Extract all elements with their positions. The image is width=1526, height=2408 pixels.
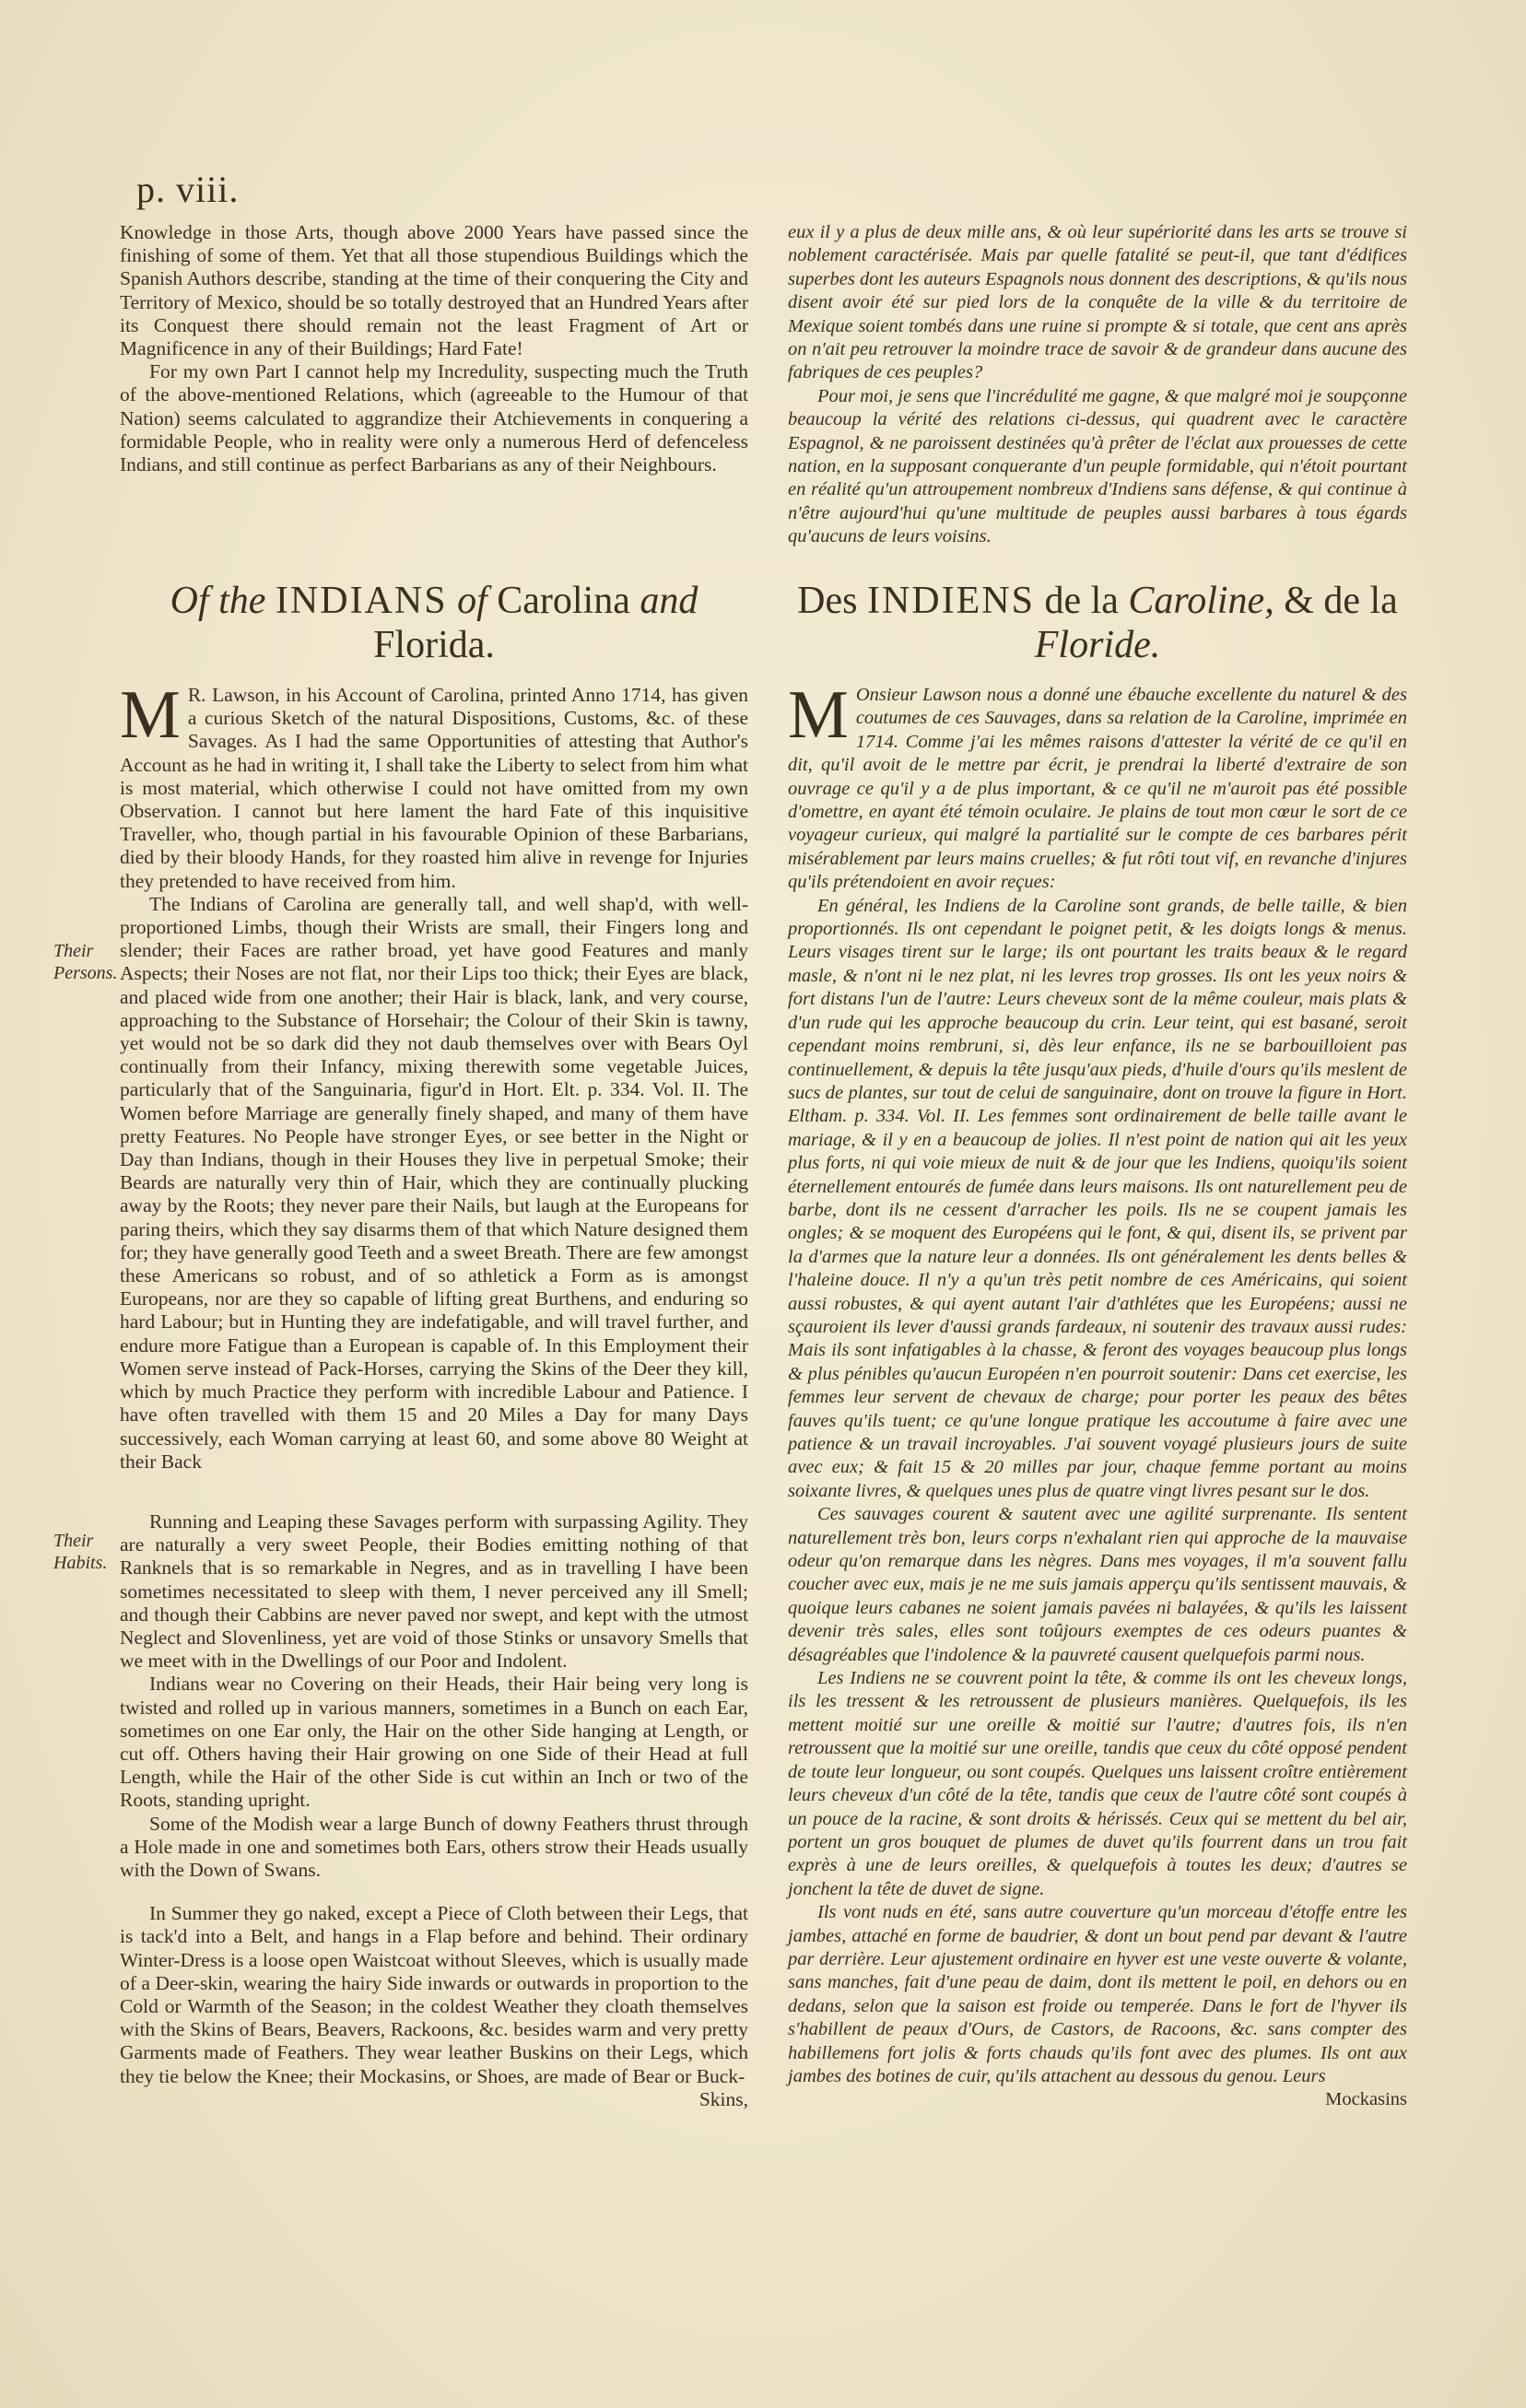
french-section-title: Des INDIENS de la Caroline, & de la Floride. xyxy=(797,580,1398,666)
english-top-paragraph-2: For my own Part I cannot help my Incredulity, suspecting much the Truth of the above-mentioned Relations, which (agreeable to the Humour of that Nation) seems calculated to aggrandize their Atchievements in conquering a formidable People, who in reality were only a numerous Herd of defenceless Indians, and still continue as perfect Barbarians as any of their Neighbours. xyxy=(120,360,748,476)
english-paragraph-4: Indians wear no Covering on their Heads, their Hair being very long is twisted and rolled up in various manners, sometimes in a Bunch on each Ear, sometimes on one Ear only, the Hair on the other Side hanging at Length, or cut off. Others having their Hair growing on one Side of their Head at full Length, while the Hair of the other Side is cut within an Inch or two of the Roots, standing upright. xyxy=(120,1673,748,1812)
english-catchword: Skins, xyxy=(698,2087,748,2110)
margin-note-persons: Their Persons. xyxy=(53,941,118,983)
french-body xyxy=(788,677,1407,2112)
drop-cap: M xyxy=(120,677,181,753)
english-paragraph-2: The Indians of Carolina are generally tall, and well shap'd, with well-proportioned Limbs, though their Wrists are small, their Fingers long and slender; their Faces are rather broad, yet have good Features and manly Aspects; their Noses are not flat, nor their Lips too thick; their Eyes are black, and placed wide from one another; their Hair is black, lank, and very course, approaching to the Substance of Horsehair; the Colour of their Skin is tawny, yet would not be so dark did they not daub themselves over with Bears Oyl continually from their Infancy, mixing therewith some vegetable Juices, particularly that of the Sanguinaria, figur'd in Hort. Elt. p. 334. Vol. II. The Women before Marriage are generally finely shaped, and many of them have pretty Features. No People have stronger Eyes, or see better in the Night or Day than Indians, though in their Houses they live in perpetual Smoke; their Beards are naturally very thin of Hair, which they are continually plucking away by the Roots; they never pare their Nails, but laugh at the Europeans for paring theirs, which they say disarms them of that which Nature designed them for; they have generally good Teeth and a sweet Breath. There are few amongst these Americans so robust, and of so athletick a Form as is amongst Europeans, nor are they so capable of lifting great Burthens, and enduring so hard Labour; but in Hunting they are indefatigable, and will travel further, and endure more Fatigue than a European is capable of. In this Employment their Women serve instead of Pack-Horses, carrying the Skins of the Deer they kill, which by much Practice they perform with incredible Labour and Patience. I have often travelled with them 15 and 20 Miles a Day for many Days successively, each Woman carrying at least 60, and some above 80 Weight at their Back xyxy=(120,892,748,1473)
margin-note-habits: Their Habits. xyxy=(53,1531,108,1573)
french-paragraph-3: Ces sauvages courent & sautent avec une agilité surprenante. Ils sentent naturellement très bon, leurs corps n'exhalant rien qui approche de la mauvaise odeur qu'on remarque dans les nègres. Dans mes voyages, il m'a souvent fallu coucher avec eux, mais je ne me suis jamais apperçu qu'ils sentissent mauvais, & quoique leurs cabanes ne soient jamais pavées ni balayées, & qu'ils les laissent devenir très sales, elles sont toûjours exemptes de ces odeurs puantes & désagréables que l'indolence & la pauvreté causent quelquefois parmi nous. xyxy=(788,1504,1407,1665)
french-top-paragraph-2: Pour moi, je sens que l'incrédulité me gagne, & que malgré moi je soupçonne beaucoup la vérité des relations ci-dessus, qui quadrent avec le caractère Espagnol, & ne paroissent destinées qu'à prêter de l'éclat aux prouesses de cette nation, en la supposant conquerante d'un peuple formidable, qui n'étoit pourtant en réalité qu'un attroupement nombreux d'Indiens sans défense, & qui continue à n'être aujourd'hui qu'une multitude de peuples aussi barbares à tous égards qu'aucuns de leurs voisins. xyxy=(788,385,1407,547)
french-catchword: Mockasins xyxy=(1325,2089,1407,2110)
french-top-text xyxy=(788,221,1407,549)
drop-cap: M xyxy=(788,677,849,753)
english-body xyxy=(120,677,748,2111)
french-paragraph-1: M Onsieur Lawson nous a donné une ébauche excellente du naturel & des coutumes de ces Sauvages, dans sa relation de la Caroline, imprimée en 1714. Comme j'ai les mêmes raisons d'attester la vérité de ce qu'il en dit, qu'il avoit de le mettre par écrit, je prendrai la liberté d'extraire de son ouvrage ce qu'il y a de plus important, & ce qu'il ne m'auroit pas été possible d'omettre, en ayant été témoin oculaire. Je plains de tout mon cœur le sort de ce voyageur curieux, qui malgré la partialité sur le compte de ces barbares périt misérablement par leurs mains cruelles; & fut rôti tout vif, en revanche d'injures qu'ils prétendoient en avoir reçues: xyxy=(788,677,1407,893)
english-paragraph-3: Running and Leaping these Savages perform with surpassing Agility. They are naturally a very sweet People, their Bodies emitting nothing of that Ranknels that is so remarkable in Negres, and as in travelling I have been sometimes necessitated to sleep with them, I never perceived any ill Smell; and though their Cabbins are never paved nor swept, and kept with the utmost Neglect and Slovenliness, yet are void of those Stinks or unsavory Smells that we meet with in the Dwellings of our Poor and Indolent. xyxy=(120,1509,748,1673)
french-paragraph-4: Les Indiens ne se couvrent point la tête, & comme ils ont les cheveux longs, ils les tressent & les retroussent de plusieurs manières. Quelquefois, ils les mettent moitié sur une oreille & moitié sur l'autre; d'autres fois, ils n'en retroussent que la moitié sur une oreille, tandis que ceux du côté opposé pendent de toute leur longueur, ou sont coupés. Quelques uns laissent croître entièrement leurs cheveux d'un côté de la tête, tandis que ceux de l'autre côté sont coupés à un pouce de la racine, & sont droits & hérissés. Ceux qui se mettent du bel air, portent un gros bouquet de plumes de duvet qu'ils fourrent dans un trou fait exprès à une de leurs oreilles, & quelquefois à toutes les deux; d'autres se jonchent la tête de duvet de signe. xyxy=(788,1668,1407,1899)
english-paragraph-6: In Summer they go naked, except a Piece of Cloth between their Legs, that is tack'd into a Belt, and hangs in a Flap before and behind. Their ordinary Winter-Dress is a loose open Waistcoat without Sleeves, which is usually made of a Deer-skin, wearing the hairy Side inwards or outwards in proportion to the Cold or Warmth of the Season; in the coldest Weather they cloath themselves with the Skins of Bears, Beavers, Rackoons, &c. besides warm and very pretty Garments made of Feathers. They wear leather Buskins on their Legs, which they tie below the Knee; their Mockasins, or Shoes, are made of Bear or Buck- xyxy=(120,1902,748,2087)
english-paragraph-5: Some of the Modish wear a large Bunch of downy Feathers thrust through a Hole made in one and sometimes both Ears, others strow their Heads usually with the Down of Swans. xyxy=(120,1812,748,1881)
french-paragraph-5: Ils vont nuds en été, sans autre couverture qu'un morceau d'étoffe entre les jambes, attaché en forme de baudrier, & dont un bout pend par devant & l'autre par derrière. Leur ajustement ordinaire en hyver est une veste ouverte & volante, sans manches, fait d'une peau de daim, dont ils mettent le poil, en dehors ou en dedans, selon que la saison est froide ou temperée. Dans le fort de l'hyver ils s'habillent de peaux d'Ours, de Castors, de Racoons, &c. sans compter des habillemens fort jolis & forts chauds qu'ils font avec des plumes. Ils ont aux jambes des botines de cuir, qu'ils attachent au dessous du genou. Leurs xyxy=(788,1902,1407,2086)
french-top-paragraph-1: eux il y a plus de deux mille ans, & où leur supériorité dans les arts se trouve si noblement caractérisée. Mais par quelle fatalité se peut-il, que tant d'édifices superbes dont les auteurs Espagnols nous donnent des descriptions, & qu'ils nous disent avoir été sur pied lors de la conquête de la ville & du territoire de Mexique soient tombés dans une ruine si prompte & si totale, que cent ans après on n'ait peu retrouver la moindre trace de savoir & de grandeur dans aucune des fabriques de ces peuples? xyxy=(788,222,1407,383)
english-top-text xyxy=(120,221,748,476)
french-paragraph-2: En général, les Indiens de la Caroline sont grands, de belle taille, & bien proportionnés. Ils ont cependant le poignet petit, & les doigts longs & menus. Leurs visages tirent sur le large; ils ont pourtant les traits beaux & le regard masle, & n'ont ni le nez plat, ni les levres trop grosses. Ils ont les yeux noirs & fort distans l'un de l'autre: Leurs cheveux sont de la même couleur, mais plats & d'un rude qui les approche beaucoup du crin. Leur teint, qui est basané, seroit cependant moins rembruni, si, dès leur enfance, ils ne se barbouilloient pas continuellement, & depuis la tête jusqu'aux pieds, d'huile d'ours qu'ils meslent de sucs de plantes, sur tout de celui de sanguinaire, dont on trouve la figure in Hort. Eltham. p. 334. Vol. II. Les femmes sont ordinairement de belle taille avant le mariage, & il y en a beaucoup de jolies. Il n'est point de nation qui ait les yeux plus forts, ni qui voie mieux de nuit & de jour que les Indiens, quoiqu'ils soient éternellement entourés de fumée dans leurs maisons. Ils ont naturellement peu de barbe, dont ils ne cessent d'arracher les poils. Ils ne se coupent jamais les ongles; & se moquent des Européens qui le font, & qui, disent ils, se privent par la d'armes que la nature leur a données. Ils ont généralement les dents belles & l'haleine douce. Il n'y a qu'un très petit nombre de ces Américains, qui soient aussi robustes, & qui ayent autant l'air d'athlétes que les Européens; aussi ne sçauroient ils lever d'aussi grands fardeaux, ni soutenir des travaux aussi rudes: Mais ils sont infatigables à la chasse, & feront des voyages beaucoup plus longs & plus pénibles qu'aucun Européen n'en pourroit soutenir: Dans cet exercise, les femmes leur servent de chevaux de charge; pour porter les peaux des bêtes fauves qu'ils tuent; ce qu'une longue pratique les accoutume à faire avec une patience & un travail incroyables. J'ai souvent voyagé plusieurs jours de suite avec eux; & fait 15 & 20 milles par jour, chaque femme portant au moins soixante livres, & quelques unes plus de quatre vingt livres pesant sur le dos. xyxy=(788,895,1407,1501)
english-section-title: Of the INDIANS of Carolina and Florida. xyxy=(170,580,698,666)
english-top-paragraph-1: Knowledge in those Arts, though above 2000 Years have passed since the finishing of some of them. Yet that all those stupendious Buildings which the Spanish Authors describe, standing at the time of their conquering the City and Territory of Mexico, should be so totally destroyed that an Hundred Years after its Conquest there should remain not the least Fragment of Art or Magnificence in any of their Buildings; Hard Fate! xyxy=(120,221,748,360)
english-paragraph-1: M R. Lawson, in his Account of Carolina, printed Anno 1714, has given a curious Sketch of the natural Dispositions, Customs, &c. of these Savages. As I had the same Opportunities of attesting that Author's Account as he had in writing it, I shall take the Liberty to select from him what is most material, which otherwise I could not have omitted from my own Observation. I cannot but here lament the hard Fate of this inquisitive Traveller, who, though partial in his favourable Opinion of these Barbarians, died by their bloody Hands, for they roasted him alive in revenge for Injuries they pretended to have received from him. xyxy=(120,677,748,892)
page-number: p. viii. xyxy=(136,169,240,210)
